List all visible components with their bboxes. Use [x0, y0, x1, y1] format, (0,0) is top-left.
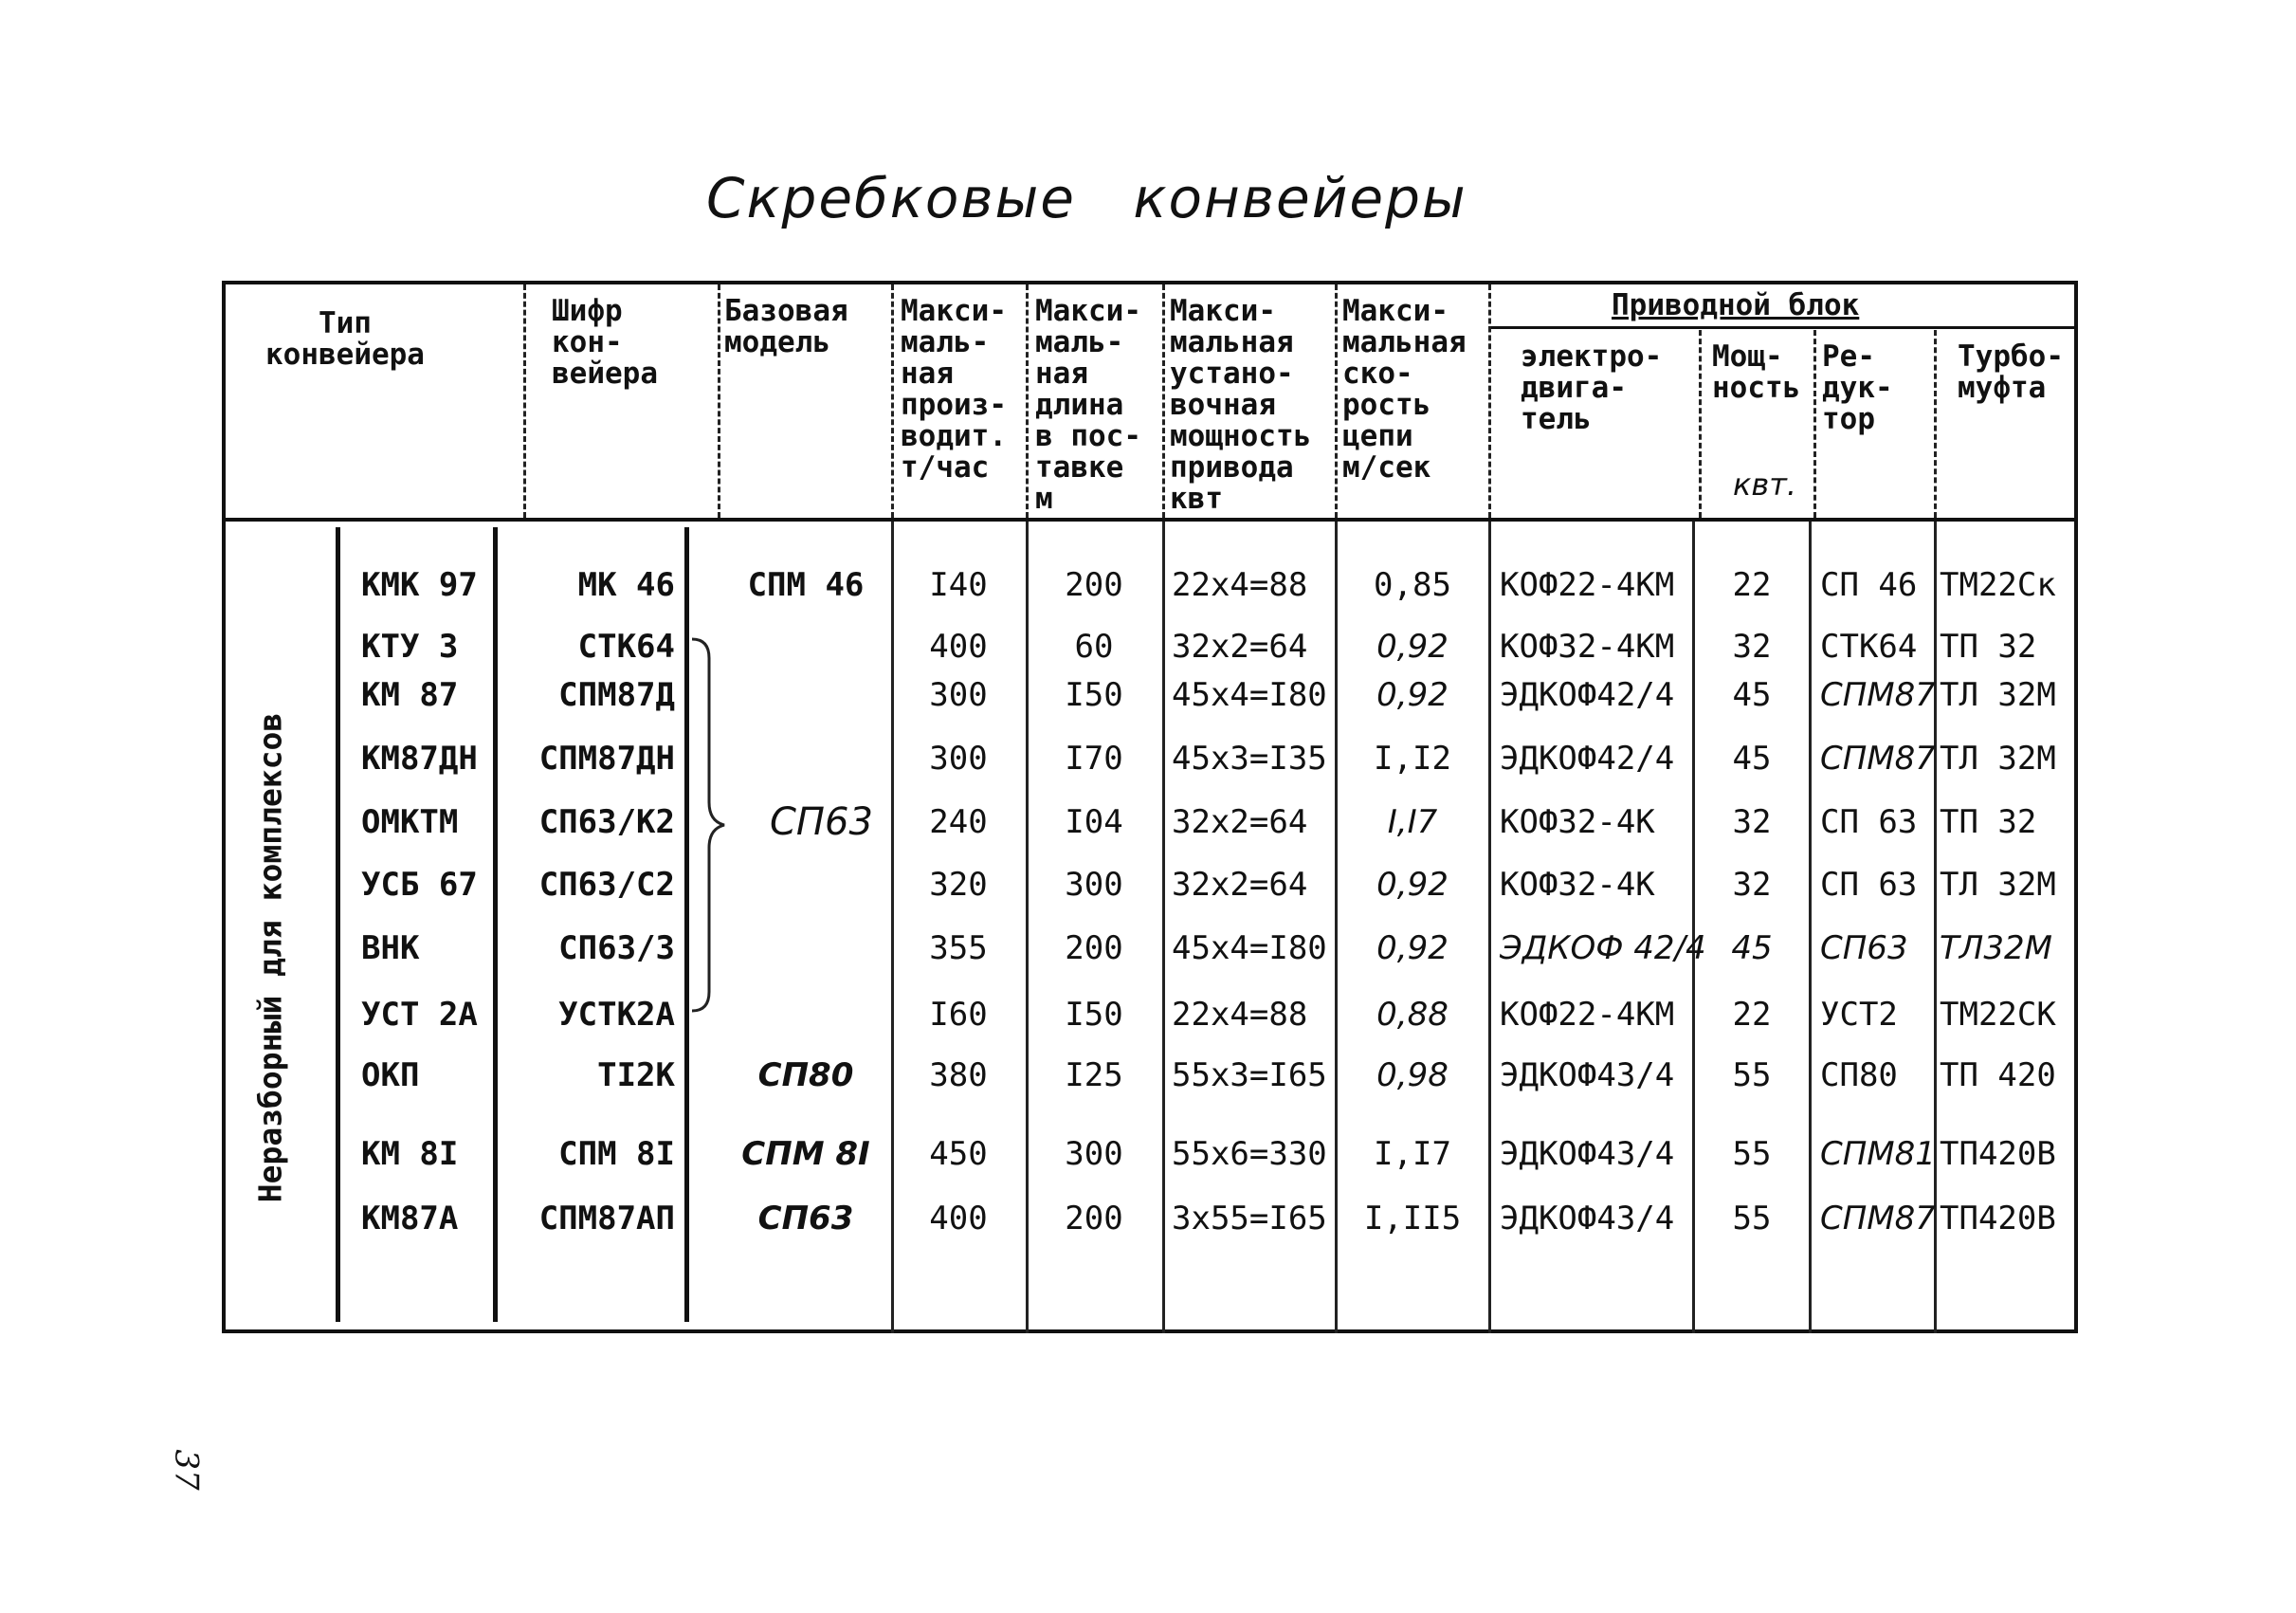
header-separator [1934, 330, 1937, 518]
base-model-group: СП63 [770, 800, 873, 844]
cell-motor: КОФ32-4К [1500, 866, 1655, 904]
header-turbo-coupling: Турбо- муфта [1958, 339, 2064, 405]
cell-reducer: СПМ81 [1820, 1135, 1936, 1173]
cell-speed: I,I2 [1374, 740, 1451, 778]
header-separator [1162, 284, 1165, 518]
cell-speed: I,I7 [1387, 803, 1438, 841]
cell-type: КМК 97 [361, 566, 478, 604]
group-label: Неразборный для комплексов [251, 712, 289, 1203]
header-type: Тип конвейера [265, 306, 425, 372]
cell-turbo-coupling: ТМ22Ск [1940, 566, 2056, 604]
cell-length: 200 [1065, 1200, 1123, 1237]
cell-power: 32х2=64 [1172, 628, 1308, 666]
cell-motor: КОФ22-4КМ [1500, 566, 1675, 604]
cell-motor-power: 32 [1732, 803, 1772, 841]
cell-reducer: СПМ87 [1820, 740, 1936, 778]
cell-productivity: I60 [929, 996, 988, 1034]
cell-reducer: СП80 [1820, 1056, 1898, 1094]
cell-power: 32х2=64 [1172, 803, 1308, 841]
header-motor-power-unit: квт. [1733, 467, 1796, 503]
cell-motor: ЭДКОФ42/4 [1500, 740, 1675, 778]
cell-productivity: 400 [929, 628, 988, 666]
cell-type: ВНК [361, 929, 420, 967]
header-code: Шифр кон- вейера [552, 294, 658, 391]
header-separator [1699, 330, 1702, 518]
header-separator [523, 284, 526, 518]
cell-code: СП63/К2 [538, 803, 675, 841]
cell-type: УСБ 67 [361, 866, 478, 904]
cell-motor-power: 55 [1732, 1056, 1772, 1094]
cell-power: 45х3=I35 [1172, 740, 1327, 778]
cell-reducer: СП 46 [1820, 566, 1918, 604]
cell-reducer: СП 63 [1820, 803, 1918, 841]
cell-motor-power: 45 [1731, 929, 1773, 967]
cell-productivity: 450 [929, 1135, 988, 1173]
cell-power: 45х4=I80 [1172, 929, 1327, 967]
cell-motor: КОФ22-4КМ [1500, 996, 1675, 1034]
cell-power: 55х6=330 [1172, 1135, 1327, 1173]
cell-motor-power: 22 [1732, 566, 1772, 604]
cell-code: СПМ87АП [538, 1200, 675, 1237]
cell-code: СПМ87Д [558, 676, 675, 714]
header-drive-block: Приводной блок [1612, 288, 1860, 322]
cell-power: 32х2=64 [1172, 866, 1308, 904]
header-separator [718, 284, 720, 518]
cell-base-model: СПМ 8I [741, 1135, 870, 1173]
drive-block-divider [1488, 326, 2078, 329]
cell-length: I50 [1065, 996, 1123, 1034]
cell-speed: I,I7 [1374, 1135, 1451, 1173]
cell-speed: 0,92 [1376, 866, 1449, 904]
cell-productivity: I40 [929, 566, 988, 604]
cell-reducer: СПМ87 [1820, 1200, 1936, 1237]
cell-turbo-coupling: ТЛ 32М [1940, 866, 2056, 904]
cell-turbo-coupling: ТП420В [1940, 1135, 2056, 1173]
body-separator [684, 527, 689, 1322]
cell-reducer: СП63 [1820, 929, 1908, 967]
cell-motor-power: 32 [1732, 628, 1772, 666]
cell-motor-power: 45 [1732, 676, 1772, 714]
cell-type: КМ87ДН [361, 740, 478, 778]
header-reducer: Ре- дук- тор [1822, 339, 1893, 436]
cell-power: 22х4=88 [1172, 566, 1308, 604]
cell-reducer: СТК64 [1820, 628, 1918, 666]
header-max-productivity: Макси- маль- ная произ- водит. т/час [901, 294, 1007, 485]
cell-productivity: 300 [929, 740, 988, 778]
cell-type: КМ 87 [361, 676, 459, 714]
cell-motor-power: 32 [1732, 866, 1772, 904]
cell-reducer: СПМ87 [1820, 676, 1936, 714]
cell-power: 3х55=I65 [1172, 1200, 1327, 1237]
cell-motor: ЭДКОФ 42/4 [1500, 929, 1706, 967]
cell-productivity: 300 [929, 676, 988, 714]
cell-length: I25 [1065, 1056, 1123, 1094]
cell-length: 200 [1065, 929, 1123, 967]
cell-reducer: СП 63 [1820, 866, 1918, 904]
cell-code: СТК64 [577, 628, 675, 666]
cell-length: I70 [1065, 740, 1123, 778]
cell-code: СПМ 8I [558, 1135, 675, 1173]
cell-speed: 0,88 [1376, 996, 1449, 1034]
cell-type: ОМКТМ [361, 803, 459, 841]
cell-type: ОКП [361, 1056, 420, 1094]
cell-length: 300 [1065, 866, 1123, 904]
header-divider [222, 518, 2078, 522]
header-max-length: Макси- маль- ная длина в пос- тавке м [1035, 294, 1141, 516]
cell-motor: КОФ32-4КМ [1500, 628, 1675, 666]
cell-type: КМ87А [361, 1200, 459, 1237]
cell-productivity: 320 [929, 866, 988, 904]
cell-motor-power: 22 [1732, 996, 1772, 1034]
cell-code: СП63/3 [558, 929, 675, 967]
cell-turbo-coupling: ТП 32 [1940, 803, 2037, 841]
brace-icon [690, 635, 728, 1015]
cell-length: 60 [1074, 628, 1114, 666]
cell-motor: ЭДКОФ42/4 [1500, 676, 1675, 714]
cell-turbo-coupling: ТЛ 32М [1940, 740, 2056, 778]
cell-productivity: 240 [929, 803, 988, 841]
cell-length: I04 [1065, 803, 1123, 841]
cell-turbo-coupling: ТЛ32М [1940, 929, 2052, 967]
cell-power: 45х4=I80 [1172, 676, 1327, 714]
header-base-model: Базовая модель [724, 294, 848, 359]
cell-motor: ЭДКОФ43/4 [1500, 1056, 1675, 1094]
body-separator [336, 527, 340, 1322]
cell-speed: 0,92 [1376, 929, 1449, 967]
cell-power: 22х4=88 [1172, 996, 1308, 1034]
cell-turbo-coupling: ТП 420 [1940, 1056, 2056, 1094]
cell-length: 300 [1065, 1135, 1123, 1173]
cell-productivity: 355 [929, 929, 988, 967]
header-separator [1026, 284, 1029, 518]
header-separator [1813, 330, 1816, 518]
cell-motor-power: 55 [1732, 1200, 1772, 1237]
cell-productivity: 400 [929, 1200, 988, 1237]
cell-length: I50 [1065, 676, 1123, 714]
cell-turbo-coupling: ТП420В [1940, 1200, 2056, 1237]
cell-code: УСТК2А [558, 996, 675, 1034]
cell-speed: 0,92 [1376, 628, 1449, 666]
cell-motor-power: 45 [1732, 740, 1772, 778]
header-motor: электро- двига- тель [1521, 339, 1663, 436]
cell-code: СПМ87ДН [538, 740, 675, 778]
cell-productivity: 380 [929, 1056, 988, 1094]
cell-reducer: УСТ2 [1820, 996, 1898, 1034]
cell-base-model: СП63 [757, 1200, 854, 1237]
cell-length: 200 [1065, 566, 1123, 604]
header-motor-power: Мощ- ность [1712, 339, 1801, 405]
cell-base-model: СПМ 46 [747, 566, 865, 604]
header-separator [1488, 284, 1491, 518]
header-separator [1335, 284, 1338, 518]
cell-type: КТУ 3 [361, 628, 459, 666]
cell-motor: ЭДКОФ43/4 [1500, 1135, 1675, 1173]
cell-type: УСТ 2А [361, 996, 478, 1034]
cell-speed: I,II5 [1363, 1200, 1462, 1237]
cell-motor: ЭДКОФ43/4 [1500, 1200, 1675, 1237]
header-max-power: Макси- мальная устано- вочная мощность привода квт [1170, 294, 1312, 516]
cell-motor-power: 55 [1732, 1135, 1772, 1173]
cell-code: СП63/С2 [538, 866, 675, 904]
cell-base-model: СП80 [757, 1056, 854, 1094]
cell-code: ТI2К [597, 1056, 675, 1094]
cell-speed: 0,98 [1376, 1056, 1449, 1094]
cell-turbo-coupling: ТЛ 32М [1940, 676, 2056, 714]
cell-turbo-coupling: ТП 32 [1940, 628, 2037, 666]
cell-turbo-coupling: ТМ22СК [1940, 996, 2056, 1034]
cell-code: МК 46 [577, 566, 675, 604]
page-number: 37 [167, 1449, 206, 1491]
cell-type: КМ 8I [361, 1135, 459, 1173]
cell-power: 55х3=I65 [1172, 1056, 1327, 1094]
header-max-speed: Макси- мальная ско- рость цепи м/сек [1342, 294, 1467, 485]
cell-speed: 0,85 [1374, 566, 1451, 604]
cell-speed: 0,92 [1376, 676, 1449, 714]
page-title: Скребковые конвейеры [706, 166, 1467, 230]
cell-motor: КОФ32-4К [1500, 803, 1655, 841]
header-separator [891, 284, 894, 518]
